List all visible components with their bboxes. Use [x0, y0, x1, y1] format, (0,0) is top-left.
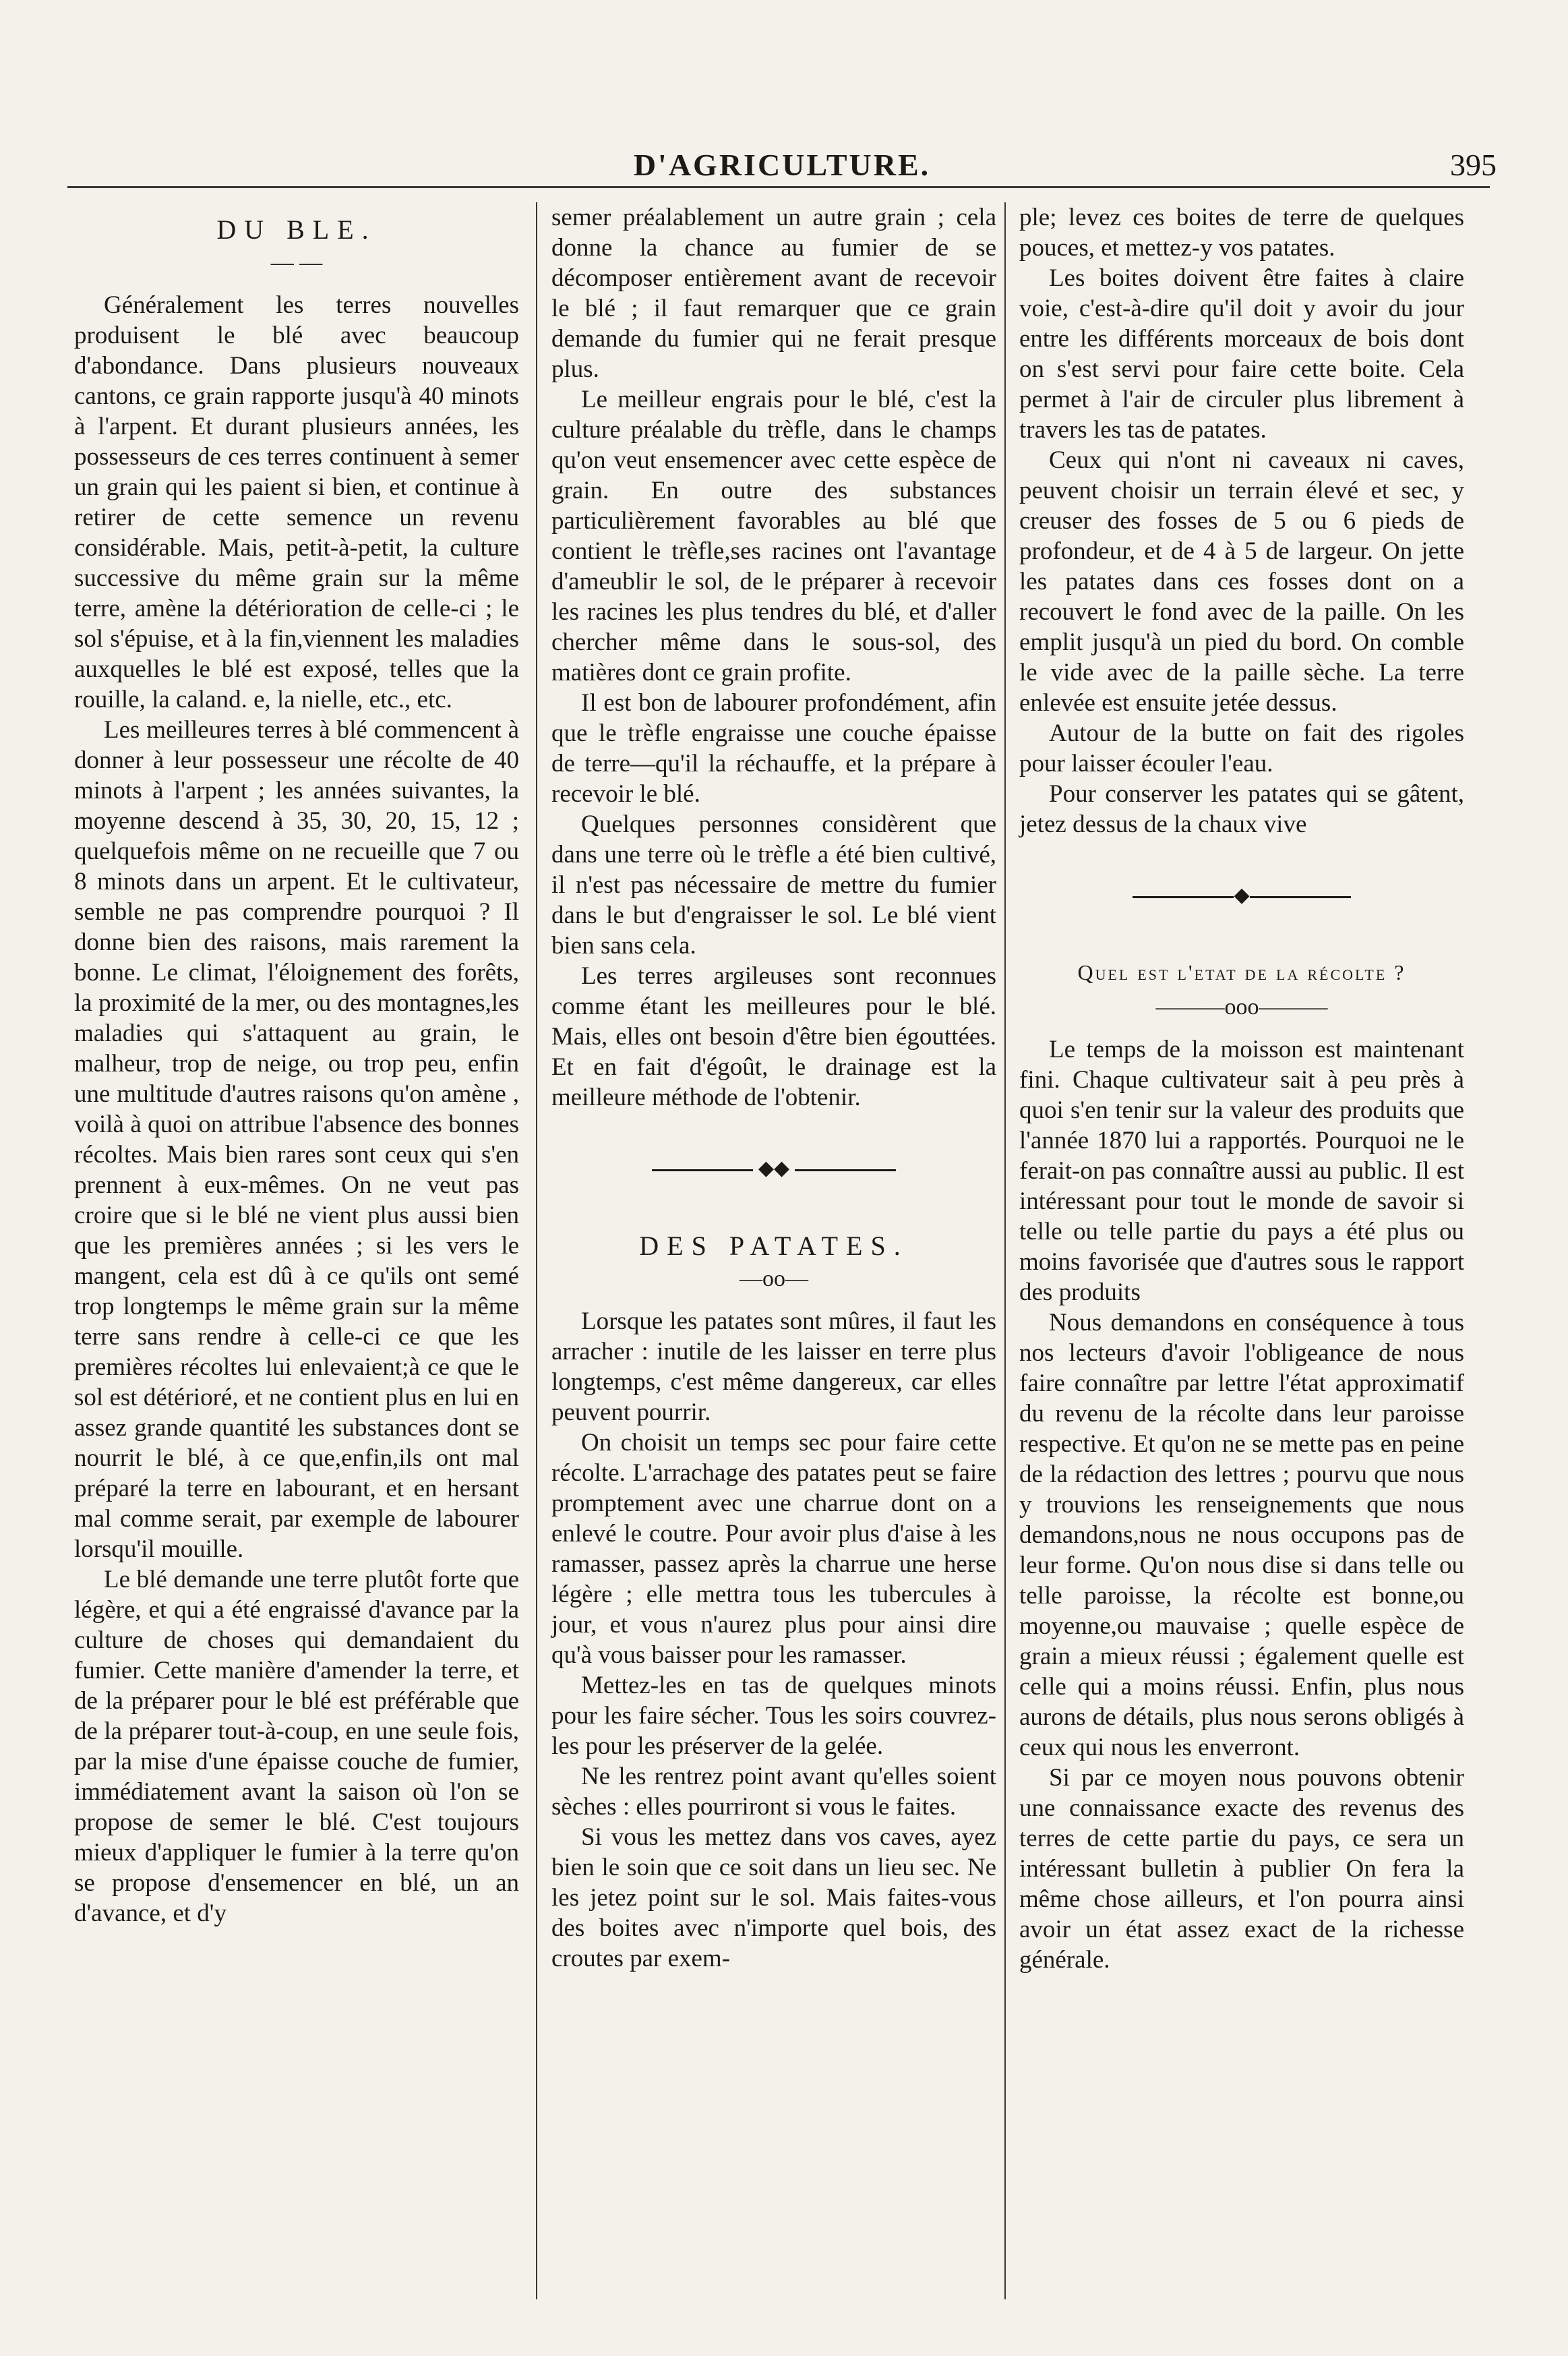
divider-ornament: ◆	[1234, 884, 1250, 906]
column-divider	[1004, 202, 1006, 2299]
paragraph: Ne les rentrez point avant qu'elles soient sèches : elles pourriront si vous le faites.	[551, 1763, 996, 1821]
paragraph: Généralement les terres nouvelles produisent le blé avec beaucoup d'abondance. Dans plusieurs nouveaux cantons, ce grain rapporte jusqu'à 40 minots à l'arpent. Et durant plusieurs années, les possesseurs de ces terres continuent à semer un grain qui les paient si bien, et continue à retirer de cette semence un revenu considérable. Mais, petit-à-petit, la culture successive du même grain sur la même terre, amène la détérioration de celle-ci ; le sol s'épuise, et à la fin,viennent les maladies auxquelles le blé est exposé, telles que la rouille, la caland. e, la nielle, etc., etc.	[74, 291, 519, 713]
title-ornament: — —	[270, 250, 323, 275]
paragraph: ple; levez ces boites de terre de quelques pouces, et mettez-y vos patates.	[1019, 204, 1464, 262]
paragraph: Nous demandons en conséquence à tous nos lecteurs d'avoir l'obligeance de nous faire connaître par lettre l'état approximatif du revenu de la récolte dans leur paroisse respective. Et qu'on ne se mette pas en peine de la rédaction des lettres ; pourvu que nous y trouvions les renseignements que nous demandons,nous ne nous occupons pas de leur forme. Qu'on nous dise si dans telle ou telle paroisse, la récolte est bonne,ou moyenne,ou mauvaise ; quelle espèce de grain a mieux réussi ; également quelle est celle qui a moins réussi. Enfin, plus nous aurons de détails, plus nous serons obligés à ceux qui nous les enverront.	[1019, 1309, 1464, 1761]
paragraph: Il est bon de labourer profondément, afin que le trèfle engraisse une couche épaisse de terre—qu'il la réchauffe, et la prépare à recevoir le blé.	[551, 689, 996, 808]
section-divider	[551, 1153, 996, 1183]
article-title-recolte: Quel est l'etat de la récolte ?	[1077, 960, 1406, 984]
paragraph: Mettez-les en tas de quelques minots pour les faire sécher. Tous les soirs couvrez-les pour les préserver de la gelée.	[551, 1672, 996, 1760]
article-title-ble: DU BLE.	[216, 214, 377, 245]
column-divider	[536, 202, 537, 2299]
paragraph: Quelques personnes considèrent que dans une terre où le trèfle a été bien cultivé, il n'est pas nécessaire de mettre du fumier dans le but d'engraisser le sol. Le blé vient bien sans cela.	[551, 811, 996, 960]
paragraph: Si vous les mettez dans vos caves, ayez bien le soin que ce soit dans un lieu sec. Ne les jetez point sur le sol. Mais faites-vous des boites avec n'importe quel bois, des croutes par exem-	[551, 1823, 996, 1972]
paragraph: Les terres argileuses sont reconnues comme étant les meilleures pour le blé. Mais, elles ont besoin d'être bien égouttées. Et en fait d'égoût, le drainage est la meilleure méthode de l'obtenir.	[551, 962, 996, 1111]
column-1	[74, 202, 519, 1928]
paragraph: Pour conserver les patates qui se gâtent, jetez dessus de la chaux vive	[1019, 780, 1464, 838]
paragraph: Lorsque les patates sont mûres, il faut les arracher : inutile de les laisser en terre plus longtemps, c'est même dangereux, car elles peuvent pourrir.	[551, 1307, 996, 1426]
divider-ornament: ◆◆	[758, 1157, 790, 1179]
paragraph: Le meilleur engrais pour le blé, c'est la culture préalable du trèfle, dans le champs qu'on veut ensemencer avec cette espèce de grain. En outre des substances particulièrement favorables au blé que contient le trèfle,ses racines ont l'avantage d'ameublir le sol, de le préparer à recevoir les racines les plus tendres du blé, et d'aller chercher même dans le sous-sol, des matières dont ce grain profite.	[551, 386, 996, 686]
paragraph: Ceux qui n'ont ni caveaux ni caves, peuvent choisir un terrain élevé et sec, y creuser des fosses de 5 ou 6 pieds de profondeur, et de 4 à 5 de largeur. On jette les patates dans ces fosses dont on a recouvert le fond avec de la paille. On les emplit jusqu'à un pied du bord. On comble le vide avec de la paille sèche. La terre enlevée est ensuite jetée dessus.	[1019, 446, 1464, 717]
paragraph: Autour de la butte on fait des rigoles pour laisser écouler l'eau.	[1019, 719, 1464, 777]
paragraph: Les boites doivent être faites à claire voie, c'est-à-dire qu'il doit y avoir du jour entre les différents morceaux de bois dont on s'est servi pour faire cette boite. Cela permet à l'air de circuler plus librement à travers les tas de patates.	[1019, 264, 1464, 444]
paragraph: Le blé demande une terre plutôt forte que légère, et qui a été engraissé d'avance par la culture de choses qui demandaient du fumier. Cette manière d'amender la terre, et de la préparer pour le blé est préférable que de la préparer tout-à-coup, en une seule fois, par la mise d'une épaisse couche de fumier, immédiatement avant la saison où l'on se propose de semer le blé. C'est toujours mieux d'appliquer le fumier à la terre qu'on se propose d'ensemencer en blé, un an d'avance, et d'y	[74, 1566, 519, 1927]
page-number: 395	[1450, 148, 1497, 182]
paragraph: Les meilleures terres à blé commencent à donner à leur possesseur une récolte de 40 minots à l'arpent ; les années suivantes, la moyenne descend à 35, 30, 20, 15, 12 ; quelquefois même on ne recueille que 7 ou 8 minots dans un arpent. Et le cultivateur, semble ne pas comprendre pourquoi ? Il donne bien des raisons, mais rarement la bonne. Le climat, l'éloignement des forêts, la proximité de la mer, ou des montagnes,les maladies qui s'attaquent au grain, le malheur, trop de neige, ou trop peu, enfin une multitude d'autres raisons qu'on amène , voilà à quoi on attribue l'absence des bonnes récoltes. Mais bien rares sont ceux qui s'en prennent à eux-mêmes. On ne veut pas croire que si le blé ne vient plus aussi bien que les premières années ; si les vers le mangent, cela est dû à ce qu'ils ont semé trop longtemps le même grain sur la même terre sans rendre à celle-ci ce que les premières récoltes lui enlevaient;à ce que le sol est détérioré, et ne contient plus en lui en assez grande quantité les substances dont se nourrit le blé, à ce que,enfin,ils ont mal préparé la terre en labourant, et en hersant mal comme serait, par exemple de labourer lorsqu'il mouille.	[74, 716, 519, 1563]
column-3	[1019, 202, 1464, 1975]
paragraph: On choisit un temps sec pour faire cette récolte. L'arrachage des patates peut se faire promptement avec une charrue dont on a enlevé le coutre. Pour avoir plus d'aise à les ramasser, passez après la charrue une herse légère ; elle mettra tous les tubercules à jour, et vous n'aurez plus pour ainsi dire qu'à vous baisser pour les ramasser.	[551, 1429, 996, 1669]
section-divider	[1019, 880, 1464, 910]
article-title-patates: DES PATATES.	[639, 1231, 909, 1261]
running-head-title: D'AGRICULTURE.	[633, 148, 931, 182]
column-2	[551, 202, 996, 1974]
paragraph: semer préalablement un autre grain ; cela donne la chance au fumier de se décomposer entièrement avant de recevoir le blé ; il faut remarquer que ce grain demande du fumier qui ne ferait presque plus.	[551, 204, 996, 383]
header-rule	[67, 186, 1490, 188]
paragraph: Si par ce moyen nous pouvons obtenir une connaissance exacte des revenus des terres de cette partie du pays, ce sera un intéressant bulletin à publier On fera la même chose ailleurs, et l'on pourra ainsi avoir un état assez exact de la richesse générale.	[1019, 1764, 1464, 1974]
title-ornament: —oo—	[740, 1266, 808, 1291]
title-ornament: ———ooo———	[1155, 995, 1328, 1020]
paragraph: Le temps de la moisson est maintenant fini. Chaque cultivateur sait à peu près à quoi s'en tenir sur la valeur des produits que l'année 1870 lui a rapportés. Pourquoi ne le ferait-on pas connaître aussi au public. Il est intéressant pour tout le monde de savoir si telle ou telle partie du pays a été plus ou moins favorisée que d'autres sous le rapport des produits	[1019, 1036, 1464, 1306]
